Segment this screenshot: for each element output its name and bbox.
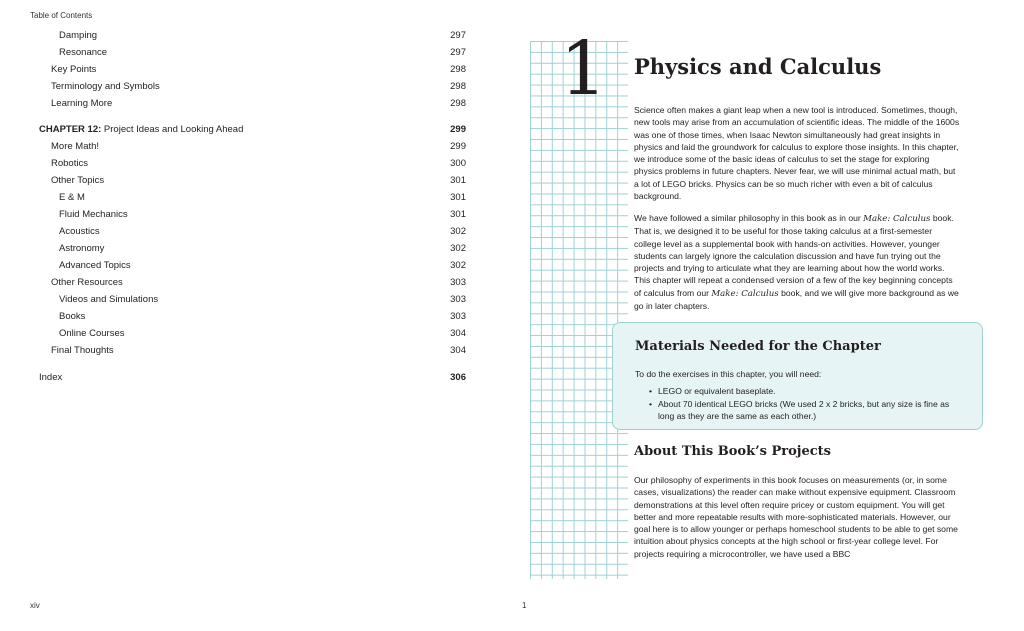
toc-entry[interactable] <box>0 259 470 273</box>
toc-entry[interactable] <box>0 208 470 222</box>
toc-entry-label: Astronomy <box>59 243 105 254</box>
paragraph-philosophy <box>634 212 960 312</box>
toc-entry-label: Robotics <box>51 158 88 169</box>
toc-entry-page: 301 <box>450 209 466 220</box>
toc-entry-label: Damping <box>59 30 98 41</box>
toc-entry-label: Index <box>39 372 63 383</box>
toc-chapter-entry[interactable] <box>0 123 470 137</box>
toc-entry[interactable] <box>0 344 470 358</box>
sidebar-title: Materials Needed for the Chapter <box>635 339 881 354</box>
toc-entry-page: 304 <box>450 345 466 356</box>
toc-entry-label: Videos and Simulations <box>59 294 159 305</box>
toc-entry-label: Other Topics <box>51 175 105 186</box>
text-run: We have followed a similar philosophy in this book as in our <box>634 213 864 223</box>
toc-entry-label: Terminology and Symbols <box>51 81 160 92</box>
toc-entry-page: 304 <box>450 328 466 339</box>
toc-entry-page: 303 <box>450 277 466 288</box>
toc-entry-page: 298 <box>450 64 466 75</box>
toc-entry-label <box>39 123 243 137</box>
chapter-prefix: CHAPTER 12: <box>39 124 102 135</box>
toc-entry[interactable] <box>0 46 470 60</box>
toc-entry[interactable] <box>0 242 470 256</box>
toc-entry[interactable] <box>0 29 470 43</box>
toc-entry-label: Advanced Topics <box>59 260 131 271</box>
toc-entry[interactable] <box>0 97 470 111</box>
toc-entry[interactable] <box>0 225 470 239</box>
chapter-number: 1 <box>560 26 608 112</box>
book-title-italic: Make: Calculus <box>863 214 931 224</box>
toc-entry-label: Key Points <box>51 64 97 75</box>
toc-entry[interactable] <box>0 327 470 341</box>
toc-entry-label: More Math! <box>51 141 100 152</box>
toc-entry-page: 297 <box>450 47 466 58</box>
toc-entry[interactable] <box>0 63 470 77</box>
toc-entry-page: 297 <box>450 30 466 41</box>
toc-entry-page: 300 <box>450 158 466 169</box>
chapter-title-text: Project Ideas and Looking Ahead <box>101 124 244 135</box>
paragraph-intro: Science often makes a giant leap when a new tool is introduced. Sometimes, though, new tools may arise from an accumulation of scientific ideas. The middle of the 1600s was one of those times, when Isaac Newton simultaneously had great insights in physics and laid the groundwork for calculus to explore those insights. In this chapter, we introduce some of the basic ideas of calculus to set the stage for exploring physics problems in future chapters. Never fear, we will use minimal actual math, but a lot of LEGO bricks. Physics can be so much richer with even a bit of calculus background. <box>634 105 960 202</box>
graph-paper-decoration <box>530 41 628 579</box>
toc-entry-label: Books <box>59 311 86 322</box>
toc-entry-label: Other Resources <box>51 277 123 288</box>
toc-entry[interactable] <box>0 140 470 154</box>
toc-entry[interactable] <box>0 276 470 290</box>
toc-entry-label: Resonance <box>59 47 108 58</box>
toc-entry[interactable] <box>0 174 470 188</box>
toc-entry-page: 299 <box>450 141 466 152</box>
toc-entry-page: 301 <box>450 192 466 203</box>
text-run: book. That is, we designed it to be useful for those taking calculus at a first-semester college level as a supplemental book with hands-on activities. However, younger students can largely ignore the calculation discussion and have fun trying out the projects and trying to articulate what they are learning about how the world works. This chapter will repeat a condensed version of a few of the key beginning concepts of calculus from our <box>634 213 954 298</box>
sidebar-intro: To do the exercises in this chapter, you will need: <box>635 369 822 379</box>
toc-entry-page: 299 <box>450 124 466 135</box>
text-run: book, and we will give more background as we go in later chapters. <box>634 287 959 312</box>
toc-index-entry[interactable] <box>0 371 470 385</box>
toc-entry-page: 301 <box>450 175 466 186</box>
toc-entry-page: 302 <box>450 243 466 254</box>
toc-entry-label: Online Courses <box>59 328 125 339</box>
toc-entry[interactable] <box>0 310 470 324</box>
toc-entry-label: Acoustics <box>59 226 100 237</box>
toc-entry-page: 298 <box>450 81 466 92</box>
toc-entry-label: Final Thoughts <box>51 345 114 356</box>
toc-entry[interactable] <box>0 80 470 94</box>
toc-entry-page: 298 <box>450 98 466 109</box>
right-page-folio: 1 <box>522 601 527 610</box>
left-page-folio: xiv <box>30 601 40 610</box>
toc-entry-page: 302 <box>450 226 466 237</box>
materials-list <box>649 385 964 423</box>
toc-entry-label: E & M <box>59 192 85 203</box>
toc-entry[interactable] <box>0 157 470 171</box>
chapter-title: Physics and Calculus <box>634 54 882 79</box>
toc-entry-page: 303 <box>450 311 466 322</box>
list-item: • LEGO or equivalent baseplate. <box>649 385 964 397</box>
toc-entry-page: 306 <box>450 372 466 383</box>
book-title-italic: Make: Calculus <box>711 288 779 299</box>
materials-sidebar <box>612 322 983 430</box>
toc-entry[interactable] <box>0 293 470 307</box>
section-heading: About This Book’s Projects <box>634 444 831 459</box>
toc-entry-page: 303 <box>450 294 466 305</box>
running-head: Table of Contents <box>30 11 93 20</box>
toc-entry-label: Fluid Mechanics <box>59 209 128 220</box>
list-item: • About 70 identical LEGO bricks (We used 2 x 2 bricks, but any size is fine as long as they are the same as each other.) <box>649 398 964 422</box>
toc-entry[interactable] <box>0 191 470 205</box>
toc-entry-label: Learning More <box>51 98 113 109</box>
toc-entry-page: 302 <box>450 260 466 271</box>
paragraph-projects: Our philosophy of experiments in this book focuses on measurements (or, in some cases, visualizations) the reader can make without expensive equipment. Classroom demonstrations at this level often require pricey or custom equipment. You will get better and more repeatable results with more-sophisticated materials. However, our goal here is to allow younger or perhaps homeschool students to be able to get some intuition about physics concepts at the high school or first-year college level. For projects requiring a microcontroller, we have used a BBC <box>634 475 958 559</box>
